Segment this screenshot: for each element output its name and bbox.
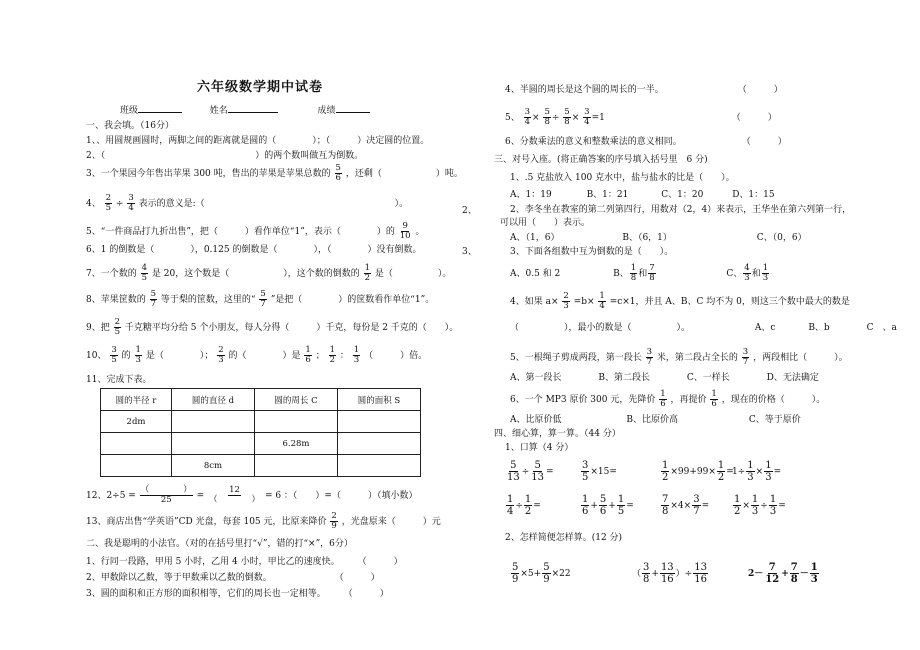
exam-header [120, 104, 370, 117]
simplify-calc-item: $\frac{5}{9}$ ×5+ $\frac{5}{9}$ ×22 [512, 562, 571, 585]
fraction: $\frac{1}{3}$ [135, 345, 141, 365]
q9-text-a: 9、把 [86, 323, 110, 333]
fraction: $\frac{1}{4}$ [599, 291, 605, 311]
simplify-calc-item: 2－ $\frac{7}{12}$ + $\frac{7}{8}$ － $\frac{1}{3}$ [748, 562, 818, 585]
table-cell[interactable] [101, 455, 172, 477]
q13-text-b: ，光盘原来（ ）元 [341, 517, 441, 527]
option-b[interactable]: B、 $\frac{1}{8}$ 和 $\frac{7}{8}$ [613, 263, 655, 283]
question-6: 6、1 的倒数是（ ），0.125 的倒数是（ ），（ ）没有倒数。 [86, 245, 422, 255]
result: =1 [591, 113, 605, 123]
judge-6-text: 6、分数乘法的意义和整数乘法的意义相同。 [505, 137, 682, 147]
table-row [101, 433, 421, 455]
question-4 [86, 194, 408, 213]
circle-table [100, 388, 421, 477]
operator: ÷ [551, 113, 560, 123]
q10-text-c: 是（ ）； [145, 351, 214, 361]
operator: ÷ [115, 199, 124, 209]
table-cell[interactable] [338, 433, 421, 455]
fraction: $\frac{1}{8}$ [630, 263, 637, 283]
table-row [101, 411, 421, 433]
class-label: 班级 [120, 106, 139, 116]
table-header: 圆的周长 C [255, 389, 338, 411]
score-field[interactable] [336, 104, 370, 113]
q10-text-a: 10、 [86, 351, 107, 361]
m4-text-c: =c×1，并且 A、B、C 均不为 0，则这三个数中最大的数是 [609, 297, 850, 307]
judge-5-paren: （ ） [731, 113, 777, 123]
fraction: $\frac{4}{3}$ [744, 263, 750, 283]
q9-text-b: 千克糖平均分给 5 个小朋友，每人分得（ ）千克，每份是 2 千克的（ ）。 [124, 323, 459, 333]
m4-text-d: （ ），最小的数是（ ）。 [510, 323, 691, 333]
fraction: $\frac{2}{3}$ [563, 291, 569, 311]
table-header: 圆的面积 S [338, 389, 421, 411]
choice-5-question [510, 348, 848, 367]
fraction: $\frac{3}{7}$ [742, 347, 749, 367]
judge-item: 2、甲数除以乙数，等于甲数乘以乙数的倒数。 （ ） [86, 573, 380, 583]
fraction: $\frac{7}{8}$ [649, 263, 655, 283]
fraction: $\frac{( )}{25}$ [140, 485, 192, 505]
table-cell[interactable] [255, 455, 338, 477]
fraction: $\frac{9}{10}$ [399, 221, 411, 241]
option-b[interactable]: B、比原价高 [626, 415, 678, 425]
simplify-calc-label: 2、怎样简便怎样算。(12 分) [505, 533, 623, 543]
table-header-row [101, 389, 421, 411]
fraction: $\frac{5}{8}$ [544, 107, 550, 127]
question-1: 1、、用圆规画圆时，两脚之间的距离就是圆的（ ）；（ ）决定圆的位置。 [86, 136, 430, 146]
oral-calc-item: 1÷ $\frac{1}{3}$ × $\frac{1}{3}$ = [732, 460, 782, 483]
q3-text-b: ，还剩（ ）吨。 [345, 169, 463, 179]
q12-text-a: 12、2÷5 = [86, 491, 136, 501]
fraction: $\frac{3}{7}$ [646, 347, 653, 367]
fraction: $\frac{3}{4}$ [128, 193, 134, 213]
question-5 [86, 222, 424, 241]
q2-text-b: ）的两个数叫做互为倒数。 [255, 151, 364, 161]
option-b[interactable]: B、第二段长 [598, 373, 650, 383]
table-cell[interactable] [338, 455, 421, 477]
name-label: 姓名 [209, 106, 228, 116]
oral-calc-item: $\frac{1}{2}$ ×99+99× $\frac{1}{2}$ = [662, 460, 734, 483]
fraction: $\frac{5}{8}$ [564, 107, 570, 127]
fraction: $\frac{1}{6}$ [711, 389, 717, 409]
q3-text-a: 3、一个果园今年售出苹果 300 吨，售出的苹果是苹果总数的 [86, 169, 331, 179]
q4-text-a: 4、 [86, 199, 101, 209]
q10-text-h: （ ）倍。 [364, 351, 428, 361]
choice-6-question [510, 390, 825, 409]
q4-text-b: 表示的意义是:（ [138, 199, 205, 209]
oral-calc-item: $\frac{1}{6}$ + $\frac{5}{6}$ + $\frac{1}{5}$ = [582, 494, 634, 517]
choice-1-question: 1、.5 克盐放入 100 克水中，盐与盐水的比是（ ）。 [510, 173, 735, 183]
question-12 [86, 486, 417, 505]
judge-6-paren: （ ） [741, 137, 787, 147]
fraction: $\frac{1}{2}$ [329, 345, 335, 365]
q2-text-a: 2、（ [86, 151, 106, 161]
page-title: 六年级数学期中试卷 [197, 80, 324, 95]
option-c[interactable]: C 、a [866, 323, 897, 333]
section-1-heading: 一、我会填。（16分） [86, 121, 174, 131]
option-c[interactable]: C、等于原价 [748, 415, 801, 425]
m6-text-a: 6、一个 MP3 原价 300 元，先降价 [510, 395, 656, 405]
option-b[interactable]: B、（6，1） [622, 233, 672, 243]
fraction: $\frac{1}{2}$ [364, 263, 371, 283]
choice-4-question [510, 292, 850, 311]
question-7 [86, 264, 451, 283]
q7-text-b: 是 20，这个数是（ ），这个数的倒数的 [151, 269, 360, 279]
judge-item: 1、行同一段路，甲用 5 小时，乙用 4 小时，甲比乙的速度快。 （ ） [86, 557, 403, 567]
operator: × [532, 113, 540, 123]
table-cell[interactable]: 8cm [172, 455, 255, 477]
table-header: 圆的半径 r [101, 389, 172, 411]
q8-text-a: 8、苹果筐数的 [86, 295, 146, 305]
fraction: $\frac{3}{4}$ [524, 107, 531, 127]
fraction: $\frac{1}{3}$ [353, 345, 360, 365]
fraction: $\frac{3}{5}$ [111, 345, 117, 365]
oral-calc-item: $\frac{3}{5}$ ×15= [582, 460, 617, 483]
choice-2-question: 2、李冬坐在教室的第二列第四行，用数对（2，4）来表示，王华坐在第六列第一行， [510, 205, 852, 215]
option-b[interactable]: B、b [808, 323, 830, 333]
name-field[interactable] [228, 104, 278, 113]
option-a[interactable]: A、（1，6） [510, 233, 560, 243]
table-cell[interactable]: 2dm [101, 411, 172, 433]
table-cell[interactable] [172, 411, 255, 433]
table-row [101, 455, 421, 477]
table-header: 圆的直径 d [172, 389, 255, 411]
oral-calc-item: $\frac{1}{2}$ × $\frac{1}{3}$ ÷ $\frac{1}{3}$ = [734, 494, 786, 517]
m4-text-a: 4、如果 a× [510, 297, 559, 307]
fraction: $\frac{1}{6}$ [660, 389, 666, 409]
q10-text-b: 的 [121, 351, 131, 361]
oral-calc-label: 1、口算（4 分） [505, 443, 574, 453]
judge-4-paren: （ ） [737, 85, 783, 95]
q7-text-a: 7、一个数的 [86, 269, 137, 279]
fraction: $\frac{5}{6}$ [335, 163, 341, 183]
choice-3-question: 3、下面各组数中互为倒数的是（ ）。 [510, 247, 674, 257]
option-a[interactable]: A、c [754, 323, 776, 333]
fraction: $\frac{2}{5}$ [114, 317, 121, 337]
section-3-heading: 三、对号入座。(将正确答案的序号填入括号里 6 分) [494, 155, 708, 165]
question-11-label: 11、完成下表。 [86, 375, 152, 385]
class-field[interactable] [138, 104, 182, 113]
option-a[interactable]: A、1：19 [510, 190, 552, 200]
q7-text-c: 是（ ）。 [374, 269, 452, 279]
question-9 [86, 318, 458, 337]
question-13 [86, 512, 441, 531]
oral-calc-item: $\frac{7}{8}$ ×4× $\frac{3}{7}$ = [662, 494, 710, 517]
choice-1-options [510, 189, 775, 201]
oral-calc-item: $\frac{5}{13}$ ÷ $\frac{5}{13}$ = [507, 460, 554, 483]
judge-item: 3、圆的面积和正方形的面积相等，它们的周长也一定相等。 （ ） [86, 589, 389, 599]
choice-5-options [510, 372, 819, 384]
fraction: $\frac{2}{3}$ [218, 345, 224, 365]
question-8 [86, 290, 434, 309]
q12-text-b: = 6 ：（ ）=（ ）（填小数） [264, 491, 418, 501]
option-c[interactable]: C、（0，6） [756, 233, 807, 243]
m4-text-b: =b× [573, 297, 595, 307]
fraction: $\frac{5}{7}$ [150, 289, 157, 309]
question-10 [86, 346, 427, 365]
choice-6-options [510, 414, 801, 426]
oral-calc-item: $\frac{1}{4}$ ÷ $\frac{1}{2}$ = [507, 494, 541, 517]
section-4-heading: 四、细心算，算一算。（44 分） [494, 429, 621, 439]
choice-2-options [510, 232, 807, 244]
q10-text-g: ： [339, 351, 349, 361]
fraction: $\frac{12}{( )}$ [209, 485, 261, 505]
question-2 [86, 150, 363, 162]
table-cell[interactable]: 6.28m [255, 433, 338, 455]
fraction: $\frac{2}{9}$ [331, 511, 337, 531]
table-cell[interactable] [255, 411, 338, 433]
m5-text-b: 米，第二段占全长的 [656, 353, 738, 363]
q4-text-c: ）。 [394, 199, 409, 209]
fraction: $\frac{1}{3}$ [762, 263, 769, 283]
table-cell[interactable] [101, 433, 172, 455]
table-cell[interactable] [172, 433, 255, 455]
margin-number: 2、 [462, 206, 477, 216]
q8-text-c: ”是把（ ）的筐数看作单位“1”。 [270, 295, 435, 305]
question-3 [86, 164, 463, 183]
m6-text-b: ，再提价 [670, 395, 707, 405]
simplify-calc-item: （ $\frac{3}{8}$ + $\frac{13}{16}$ ）÷ $\frac{13}{16}$ [632, 562, 707, 585]
option-a[interactable]: A、比原价低 [510, 415, 562, 425]
m5-text-c: ，两段相比（ ）。 [753, 353, 848, 363]
m5-text-a: 5、一根绳子剪成两段，第一段长 [510, 353, 642, 363]
option-c[interactable]: C、 $\frac{4}{3}$ 和 $\frac{1}{3}$ [726, 263, 769, 283]
fraction: $\frac{5}{7}$ [260, 289, 266, 309]
option-d[interactable]: D、1：15 [732, 190, 775, 200]
operator: × [571, 113, 580, 123]
q10-text-f: ； [315, 351, 325, 361]
option-c[interactable]: C、1：20 [661, 190, 704, 200]
q8-text-b: 等于梨的筐数，这里的“ [160, 295, 256, 305]
option-c[interactable]: C、一样长 [686, 373, 730, 383]
option-b[interactable]: B、1：21 [586, 190, 629, 200]
choice-2-question-cont: 可以用（ ）表示。 [500, 218, 591, 228]
equals: = [196, 491, 205, 501]
option-a[interactable]: A、第一段长 [510, 373, 562, 383]
judge-item-6 [505, 136, 787, 148]
margin-number: 3、 [462, 247, 477, 257]
fraction: $\frac{2}{5}$ [105, 193, 112, 213]
fraction: $\frac{3}{4}$ [584, 107, 590, 127]
section-2-heading: 二、我是聪明的小法官。（对的在括号里打“√”，错的打“×”，6分） [86, 539, 353, 549]
choice-4-answer [510, 322, 897, 334]
q13-text-a: 13、商店出售“学英语”CD 光盘，每套 105 元，比原来降价 [86, 517, 327, 527]
option-d[interactable]: D、无法确定 [766, 373, 819, 383]
q5-text-b: 。 [415, 227, 425, 237]
judge-item-4 [505, 84, 783, 96]
fraction: $\frac{1}{6}$ [305, 345, 311, 365]
option-a[interactable]: A、0.5 和 2 [510, 269, 561, 279]
score-label: 成绩 [317, 106, 336, 116]
m6-text-c: ，现在的价格（ ）。 [721, 395, 826, 405]
judge-4-text: 4、半圆的周长是这个圆的周长的一半。 [505, 85, 664, 95]
fraction: $\frac{4}{5}$ [141, 263, 148, 283]
judge-item-5: 5、 $\frac{3}{4}$ × $\frac{5}{8}$ ÷ $\frac{5}{8}$ × $\frac{3}{4}$ =1 （ ） [505, 107, 777, 127]
q5-text-a: 5、“一件商品打九折出售”，把（ ）看作单位“1”，表示（ ）的 [86, 227, 395, 237]
table-cell[interactable] [338, 411, 421, 433]
choice-3-options [510, 264, 770, 283]
q10-text-e: 的（ ）是 [228, 351, 301, 361]
